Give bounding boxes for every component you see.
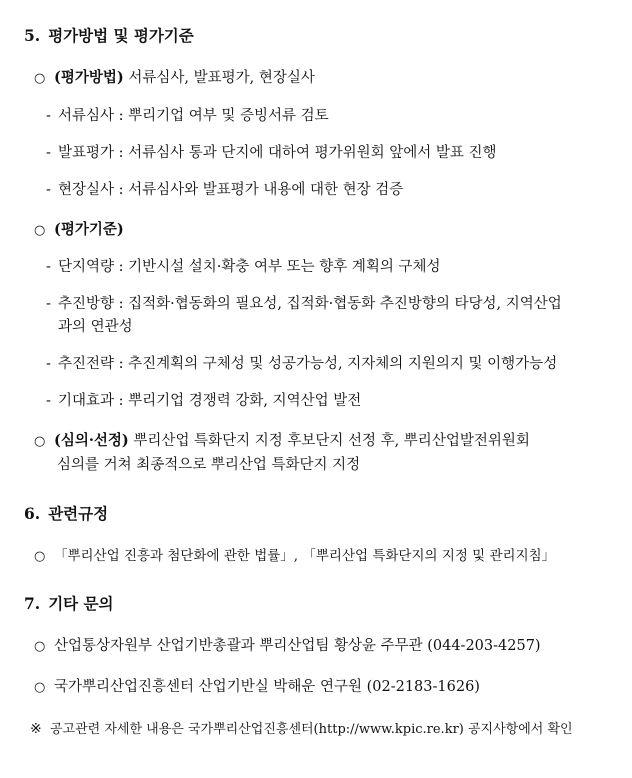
method-item-2 [46, 143, 497, 163]
criteria-item-text: 추진방향 : 집적화·협동화의 필요성, 집적화·협동화 추진방향의 타당성, 지역산업 [58, 296, 562, 312]
method-item-text: 발표평가 : 서류심사 통과 단지에 대하여 평가위원회 앞에서 발표 진행 [58, 145, 497, 161]
circle-bullet-icon: ○ [34, 223, 46, 238]
selection-cont-text: 심의를 거쳐 최종적으로 뿌리산업 특화단지 지정 [57, 457, 361, 473]
section-6-title: 관련규정 [48, 504, 109, 523]
circle-bullet-icon: ○ [34, 680, 46, 695]
section-5-number: 5. [24, 26, 41, 45]
dash-bullet: - [46, 145, 51, 161]
footnote-text: 공고관련 자세한 내용은 국가뿌리산업진흥센터(http://www.kpic.re.kr) 공지사항에서 확인 [50, 722, 573, 737]
reference-mark-icon: ※ [30, 721, 42, 737]
method-item-text: 현장실사 : 서류심사와 발표평가 내용에 대한 현장 검증 [58, 182, 404, 198]
method-item-1 [46, 106, 329, 126]
circle-bullet-icon: ○ [34, 434, 46, 449]
selection-text: 뿌리산업 특화단지 지정 후보단지 선정 후, 뿌리산업발전위원회 [133, 433, 530, 449]
method-bullet-line [34, 68, 315, 89]
criteria-item-2-continuation [58, 317, 133, 337]
circle-bullet-icon: ○ [34, 549, 46, 564]
regulation-item [34, 546, 555, 567]
criteria-bullet-line [34, 220, 124, 241]
section-5-title: 평가방법 및 평가기준 [48, 26, 194, 45]
dash-bullet: - [46, 393, 51, 409]
contact-item-1 [34, 636, 541, 657]
section-7-number: 7. [24, 594, 41, 613]
footnote [30, 719, 573, 740]
method-item-text: 서류심사 : 뿌리기업 여부 및 증빙서류 검토 [58, 108, 329, 124]
criteria-label: (평가기준) [54, 221, 124, 238]
criteria-item-1 [46, 257, 441, 277]
circle-bullet-icon: ○ [34, 639, 46, 654]
method-label: (평가방법) [54, 69, 124, 86]
criteria-item-4 [46, 391, 361, 411]
regulation-text: 「뿌리산업 진흥과 첨단화에 관한 법률」, 「뿌리산업 특화단지의 지정 및 관리지침」 [54, 548, 556, 564]
criteria-item-text: 단지역량 : 기반시설 설치·확충 여부 또는 향후 계획의 구체성 [58, 259, 441, 275]
contact-text: 산업통상자원부 산업기반총괄과 뿌리산업팀 황상윤 주무관 (044-203-4257) [54, 638, 541, 654]
criteria-item-3 [46, 354, 557, 374]
criteria-item-text: 추진전략 : 추진계획의 구체성 및 성공가능성, 지자체의 지원의지 및 이행가능성 [58, 356, 558, 372]
section-7-title: 기타 문의 [48, 594, 114, 613]
dash-bullet: - [46, 108, 51, 124]
contact-item-2 [34, 677, 480, 698]
criteria-item-cont-text: 과의 연관성 [58, 319, 133, 335]
method-text: 서류심사, 발표평가, 현장실사 [128, 70, 315, 86]
dash-bullet: - [46, 259, 51, 275]
circle-bullet-icon: ○ [34, 71, 46, 86]
section-7-heading [24, 594, 113, 614]
section-6-heading [24, 504, 108, 524]
method-item-3 [46, 180, 403, 200]
selection-label: (심의·선정) [54, 432, 129, 449]
contact-text: 국가뿌리산업진흥센터 산업기반실 박해운 연구원 (02-2183-1626) [54, 679, 480, 695]
dash-bullet: - [46, 356, 51, 372]
dash-bullet: - [46, 182, 51, 198]
section-6-number: 6. [24, 504, 41, 523]
section-5-heading [24, 26, 194, 46]
dash-bullet: - [46, 296, 51, 312]
selection-bullet-line [34, 431, 530, 452]
criteria-item-2 [46, 294, 562, 314]
selection-continuation [57, 455, 360, 475]
criteria-item-text: 기대효과 : 뿌리기업 경쟁력 강화, 지역산업 발전 [58, 393, 362, 409]
